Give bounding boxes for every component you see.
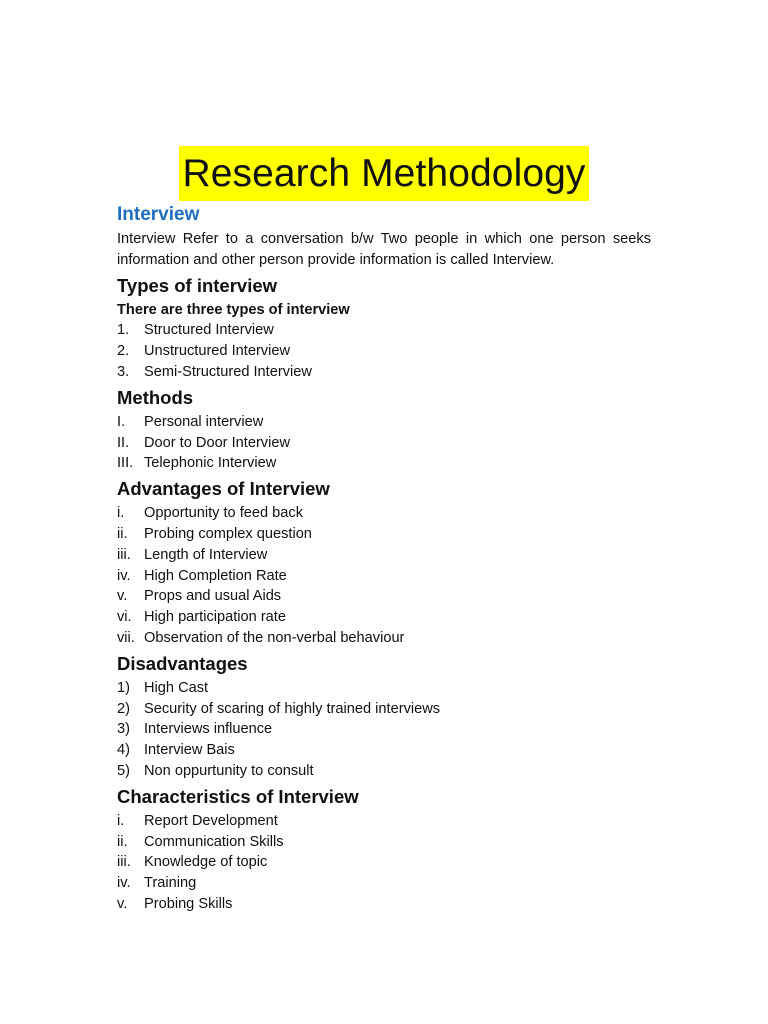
- list-text: Interview Bais: [144, 742, 235, 759]
- section-advantages: [117, 475, 651, 649]
- page-title: Research Methodology: [179, 146, 588, 201]
- list-text: Observation of the non-verbal behaviour: [144, 629, 405, 646]
- list-text: Knowledge of topic: [144, 854, 268, 871]
- list-item: [117, 628, 651, 649]
- list-number: iv.: [117, 567, 131, 584]
- section-characteristics: [117, 783, 651, 915]
- list-text: Semi-Structured Interview: [144, 363, 312, 380]
- list-item: [117, 740, 651, 761]
- list-text: Opportunity to feed back: [144, 505, 304, 522]
- list-item: [117, 894, 651, 915]
- list-text: Structured Interview: [144, 322, 274, 339]
- advantages-list: [117, 503, 651, 649]
- list-number: 2.: [117, 343, 130, 360]
- list-number: 2): [117, 700, 130, 717]
- types-subheading: There are three types of interview: [117, 301, 350, 318]
- list-text: Probing Skills: [144, 895, 233, 912]
- list-text: Door to Door Interview: [144, 434, 290, 451]
- list-number: ii.: [117, 833, 128, 850]
- list-number: vii.: [117, 629, 135, 646]
- methods-list: [117, 412, 651, 474]
- list-item: [117, 811, 651, 832]
- list-number: i.: [117, 505, 125, 522]
- document-body: [117, 201, 651, 915]
- interview-heading: Interview: [117, 204, 200, 225]
- title-wrapper: [0, 146, 768, 201]
- list-item: [117, 607, 651, 628]
- section-interview: [117, 201, 651, 271]
- list-text: High Completion Rate: [144, 567, 287, 584]
- list-number: iii.: [117, 854, 131, 871]
- list-item: [117, 341, 651, 362]
- list-item: [117, 320, 651, 341]
- characteristics-heading: Characteristics of Interview: [117, 785, 359, 807]
- list-text: Telephonic Interview: [144, 455, 277, 472]
- section-disadvantages: [117, 650, 651, 782]
- list-item: [117, 761, 651, 782]
- list-item: [117, 503, 651, 524]
- list-item: [117, 699, 651, 720]
- list-number: ii.: [117, 525, 128, 542]
- list-number: 4): [117, 742, 130, 759]
- list-number: III.: [117, 455, 134, 472]
- disadvantages-heading: Disadvantages: [117, 652, 248, 674]
- list-text: Probing complex question: [144, 525, 312, 542]
- list-number: v.: [117, 895, 128, 912]
- list-number: 3): [117, 721, 130, 738]
- list-number: iv.: [117, 875, 131, 892]
- list-item: [117, 545, 651, 566]
- list-item: [117, 832, 651, 853]
- characteristics-list: [117, 811, 651, 915]
- list-text: Props and usual Aids: [144, 588, 282, 605]
- list-item: [117, 362, 651, 383]
- list-item: [117, 586, 651, 607]
- list-text: Training: [144, 875, 197, 892]
- list-text: Report Development: [144, 812, 278, 829]
- advantages-heading: Advantages of Interview: [117, 478, 330, 500]
- list-number: 1): [117, 679, 130, 696]
- list-item: [117, 678, 651, 699]
- methods-heading: Methods: [117, 386, 194, 408]
- list-item: [117, 524, 651, 545]
- list-text: Interviews influence: [144, 721, 273, 738]
- interview-definition: Interview Refer to a conversation b/w Two people in which one person seeks information and other person provide information is called Interview.: [117, 231, 651, 268]
- list-number: 3.: [117, 363, 130, 380]
- list-item: [117, 873, 651, 894]
- types-heading: Types of interview: [117, 274, 278, 296]
- list-number: 5): [117, 762, 130, 779]
- list-text: High participation rate: [144, 609, 286, 626]
- list-number: II.: [117, 434, 130, 451]
- list-text: High Cast: [144, 679, 209, 696]
- list-number: iii.: [117, 546, 131, 563]
- list-text: Personal interview: [144, 413, 264, 430]
- list-item: [117, 453, 651, 474]
- list-item: [117, 852, 651, 873]
- list-text: Unstructured Interview: [144, 343, 290, 360]
- list-item: [117, 433, 651, 454]
- types-list: [117, 320, 651, 382]
- list-item: [117, 412, 651, 433]
- list-text: Communication Skills: [144, 833, 284, 850]
- disadvantages-list: [117, 678, 651, 782]
- section-types: [117, 272, 651, 383]
- section-methods: [117, 384, 651, 474]
- list-item: [117, 566, 651, 587]
- list-text: Security of scaring of highly trained interviews: [144, 700, 441, 717]
- list-text: Non oppurtunity to consult: [144, 762, 314, 779]
- list-number: v.: [117, 588, 128, 605]
- list-number: i.: [117, 812, 125, 829]
- list-item: [117, 719, 651, 740]
- list-text: Length of Interview: [144, 546, 268, 563]
- list-number: 1.: [117, 322, 130, 339]
- list-number: vi.: [117, 609, 132, 626]
- list-number: I.: [117, 413, 126, 430]
